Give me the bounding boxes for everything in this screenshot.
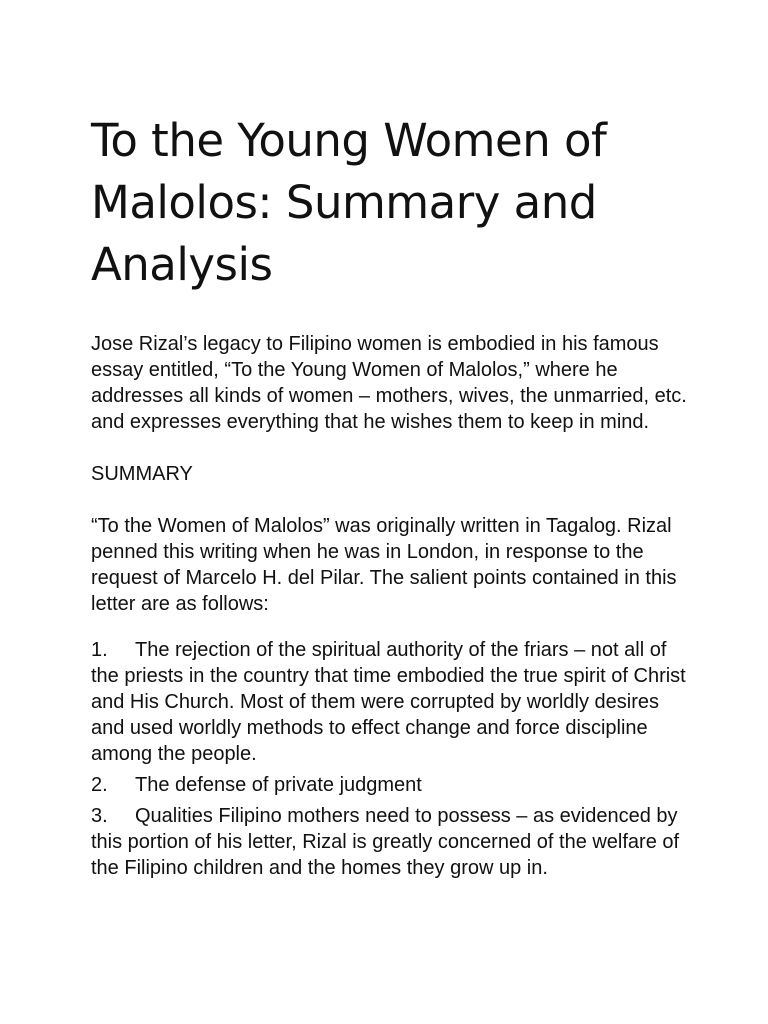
list-item-number: 3. [91, 805, 108, 827]
list-item [91, 803, 691, 881]
list-item [91, 637, 691, 767]
list-item-text: Qualities Filipino mothers need to possess – as evidenced by this portion of his letter, Rizal is greatly concerned of the welfare of the Filipino children and the homes they grow up in. [91, 805, 680, 879]
list-item-number: 1. [91, 639, 108, 661]
document-page [91, 110, 691, 886]
list-item-text: The rejection of the spiritual authority of the friars – not all of the priests in the country that time embodied the true spirit of Christ and His Church. Most of them were corrupted by worldly desires and used worldly methods to effect change and force discipline among the people. [91, 639, 686, 765]
list-item-text: The defense of private judgment [135, 774, 422, 796]
summary-heading: SUMMARY [91, 463, 193, 485]
document-title: To the Young Women of Malolos: Summary and Analysis [91, 114, 607, 291]
intro-paragraph: Jose Rizal’s legacy to Filipino women is embodied in his famous essay entitled, “To the Young Women of Malolos,” where he addresses all kinds of women – mothers, wives, the unmarried, etc. and expresses everything that he wishes them to keep in mind. [91, 333, 687, 433]
points-list [91, 637, 691, 881]
list-item [91, 772, 691, 798]
summary-paragraph: “To the Women of Malolos” was originally written in Tagalog. Rizal penned this writing when he was in London, in response to the request of Marcelo H. del Pilar. The salient points contained in this letter are as follows: [91, 515, 677, 615]
list-item-number: 2. [91, 774, 108, 796]
